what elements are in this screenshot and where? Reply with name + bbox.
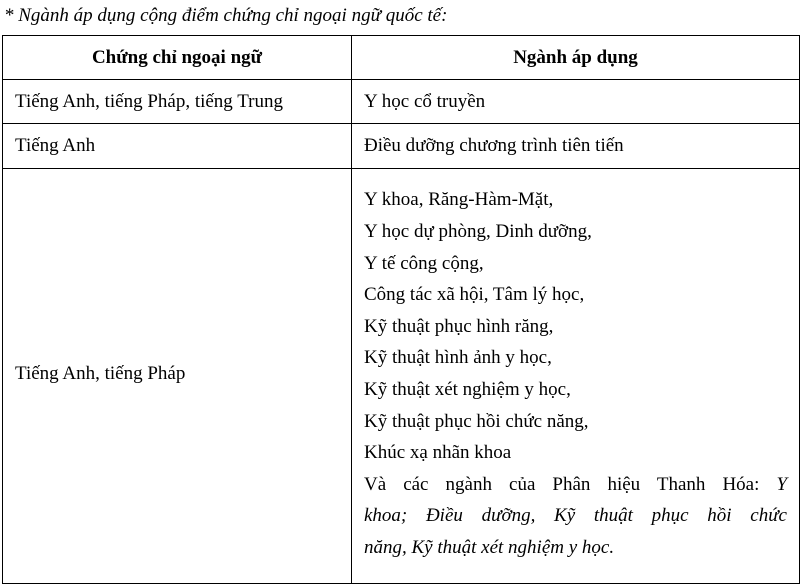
major-item: Kỹ thuật phục hồi chức năng, — [364, 410, 589, 432]
major-item: Y học dự phòng, Dinh dưỡng, — [364, 221, 592, 243]
major-item: Khúc xạ nhãn khoa — [364, 442, 512, 464]
table-row — [3, 169, 800, 584]
major-item: Y tế công cộng, — [364, 252, 484, 274]
certificate-cell: Tiếng Anh — [3, 124, 352, 169]
branch-note-line-1 — [364, 469, 787, 501]
certificate-cell: Tiếng Anh, tiếng Pháp — [3, 169, 352, 584]
major-item: Kỹ thuật xét nghiệm y học, — [364, 379, 571, 400]
certificate-cell: Tiếng Anh, tiếng Pháp, tiếng Trung — [3, 80, 352, 124]
branch-note-line-2: khoa; Điều dưỡng, Kỹ thuật phục hồi chức — [364, 505, 787, 527]
branch-note-italic-start: Y — [776, 473, 788, 495]
table-caption: * Ngành áp dụng cộng điểm chứng chỉ ngoại ngữ quốc tế: — [4, 5, 448, 26]
major-item: Kỹ thuật hình ảnh y học, — [364, 347, 552, 369]
table-row — [3, 80, 800, 124]
majors-cell: Điều dưỡng chương trình tiên tiến — [352, 124, 800, 169]
majors-cell: Y học cổ truyền — [352, 80, 800, 124]
majors-list — [364, 184, 787, 563]
table-header-row — [3, 36, 800, 80]
major-item: Y khoa, Răng-Hàm-Mặt, — [364, 189, 554, 211]
header-certificate: Chứng chỉ ngoại ngữ — [3, 36, 352, 80]
branch-note-line-3: năng, Kỹ thuật xét nghiệm y học. — [364, 536, 615, 558]
majors-cell — [352, 169, 800, 584]
certificate-majors-table — [2, 35, 800, 584]
major-item: Công tác xã hội, Tâm lý học, — [364, 284, 585, 306]
branch-note-prefix: Và các ngành của Phân hiệu Thanh Hóa: — [364, 473, 760, 495]
major-item: Kỹ thuật phục hình răng, — [364, 315, 554, 337]
table-row — [3, 124, 800, 169]
header-majors: Ngành áp dụng — [352, 36, 800, 80]
